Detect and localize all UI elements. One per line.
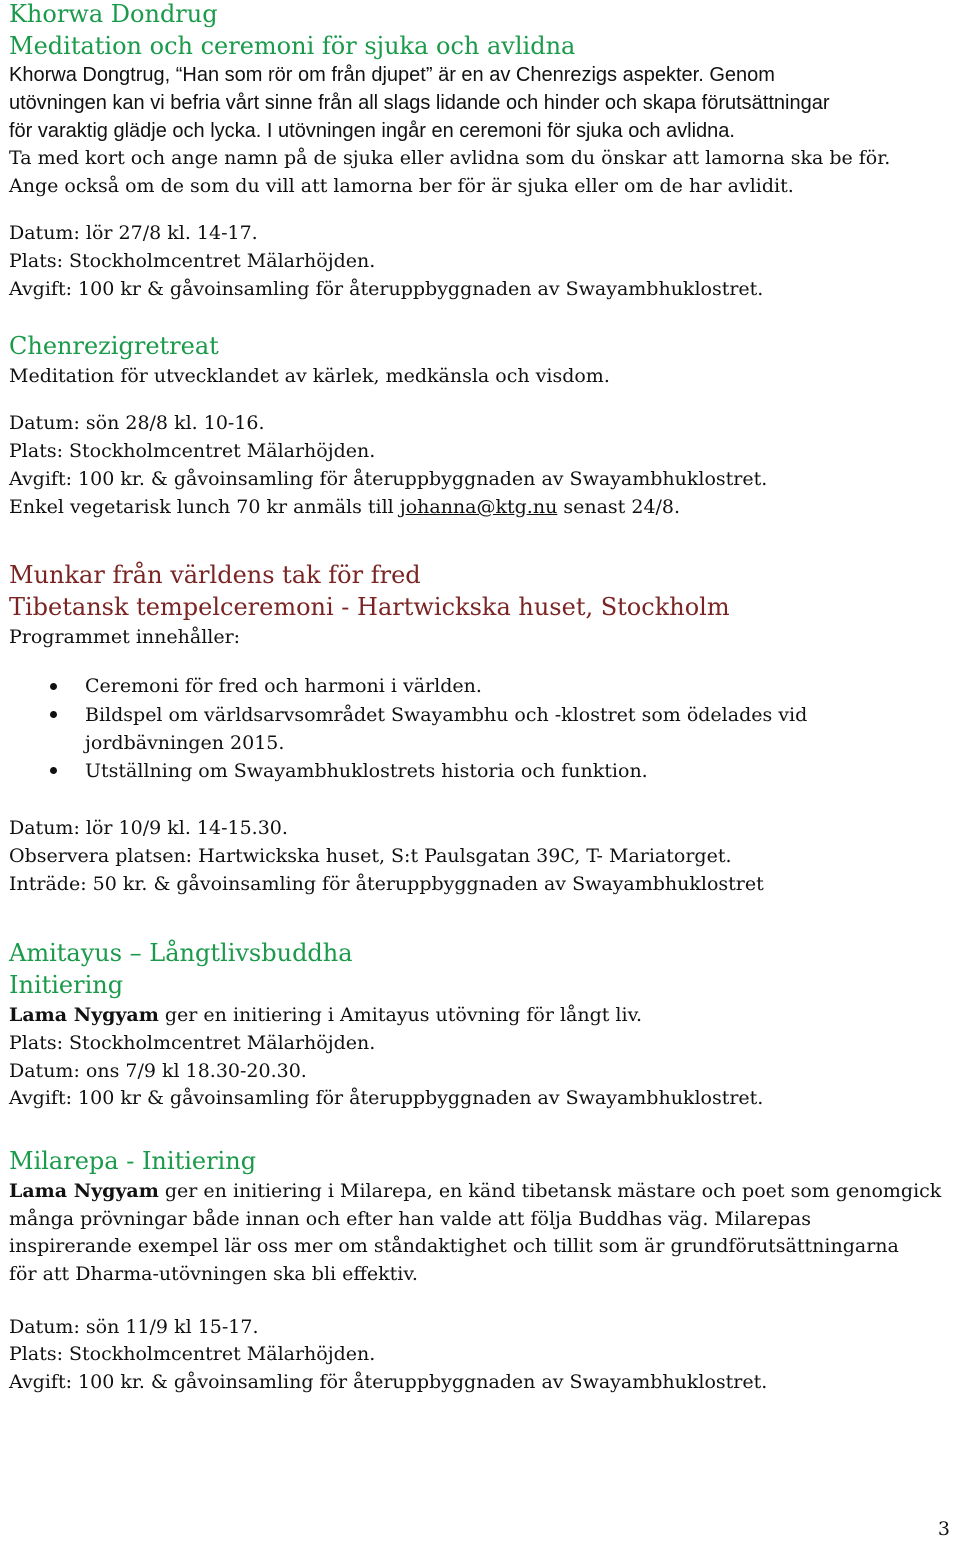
event-place: Plats: Stockholmcentret Mälarhöjden.: [9, 1032, 376, 1054]
paragraph-line: Ange också om de som du vill att lamorna ber för är sjuka eller om de har avlidit.: [9, 175, 794, 197]
lama-description: ger en initiering i Amitayus utövning för långt liv.: [158, 1004, 643, 1026]
bullet-icon: [50, 767, 57, 774]
event-place: Plats: Stockholmcentret Mälarhöjden.: [9, 440, 376, 462]
event-place: Observera platsen: Hartwickska huset, S:t Paulsgatan 39C, T- Mariatorget.: [9, 845, 732, 867]
paragraph-line: för att Dharma-utövningen ska bli effektiv.: [9, 1263, 418, 1285]
section-title: Milarepa - Initiering: [9, 1147, 257, 1175]
event-fee: Avgift: 100 kr. & gåvoinsamling för återuppbyggnaden av Swayambhuklostret.: [9, 1371, 768, 1393]
program-intro: Programmet innehåller:: [9, 626, 241, 648]
bullet-icon: [50, 711, 57, 718]
list-item: Bildspel om världsarvsområdet Swayambhu och -klostret som ödelades vid: [85, 704, 808, 726]
paragraph-line: Ta med kort och ange namn på de sjuka eller avlidna som du önskar att lamorna ska be för.: [9, 147, 891, 169]
lama-line: [9, 1178, 941, 1204]
section-subtitle: Initiering: [9, 971, 124, 999]
lunch-note: [9, 494, 680, 520]
paragraph-line: Meditation för utvecklandet av kärlek, medkänsla och visdom.: [9, 365, 610, 387]
lama-description: ger en initiering i Milarepa, en känd tibetansk mästare och poet som genomgick: [158, 1180, 942, 1202]
event-date: Datum: ons 7/9 kl 18.30-20.30.: [9, 1060, 307, 1082]
section-title: Chenrezigretreat: [9, 332, 219, 360]
lama-name: Lama Nygyam: [9, 1004, 159, 1026]
event-date: Datum: lör 10/9 kl. 14-15.30.: [9, 817, 288, 839]
email-link[interactable]: johanna@ktg.nu: [399, 496, 558, 518]
section-title: Munkar från världens tak för fred: [9, 561, 421, 589]
event-date: Datum: lör 27/8 kl. 14-17.: [9, 222, 258, 244]
lunch-text: Enkel vegetarisk lunch 70 kr anmäls till: [9, 496, 400, 518]
event-fee: Avgift: 100 kr & gåvoinsamling för återuppbyggnaden av Swayambhuklostret.: [9, 278, 764, 300]
event-fee: Avgift: 100 kr & gåvoinsamling för återuppbyggnaden av Swayambhuklostret.: [9, 1087, 764, 1109]
section-title: Khorwa Dondrug: [9, 0, 218, 28]
bullet-icon: [50, 683, 57, 690]
paragraph-line: många prövningar både innan och efter han valde att följa Buddhas väg. Milarepas: [9, 1208, 811, 1230]
lama-line: [9, 1002, 642, 1028]
event-fee: Inträde: 50 kr. & gåvoinsamling för återuppbyggnaden av Swayambhuklostret: [9, 873, 764, 895]
page-number: 3: [937, 1518, 950, 1540]
event-fee: Avgift: 100 kr. & gåvoinsamling för återuppbyggnaden av Swayambhuklostret.: [9, 468, 768, 490]
list-item: Utställning om Swayambhuklostrets historia och funktion.: [85, 760, 648, 782]
lunch-deadline: senast 24/8.: [557, 496, 681, 518]
section-title: Amitayus – Långtlivsbuddha: [9, 939, 353, 967]
section-subtitle: Tibetansk tempelceremoni - Hartwickska huset, Stockholm: [9, 593, 730, 621]
event-place: Plats: Stockholmcentret Mälarhöjden.: [9, 250, 376, 272]
paragraph-line: inspirerande exempel lär oss mer om ståndaktighet och tillit som är grundförutsättningarna: [9, 1235, 899, 1257]
event-place: Plats: Stockholmcentret Mälarhöjden.: [9, 1343, 376, 1365]
event-date: Datum: sön 11/9 kl 15-17.: [9, 1316, 259, 1338]
event-date: Datum: sön 28/8 kl. 10-16.: [9, 412, 265, 434]
lama-name: Lama Nygyam: [9, 1180, 159, 1202]
paragraph-line: Khorwa Dongtrug, “Han som rör om från djupet” är en av Chenrezigs aspekter. Genom: [9, 64, 775, 86]
paragraph-line: för varaktig glädje och lycka. I utövningen ingår en ceremoni för sjuka och avlidna.: [9, 120, 735, 142]
paragraph-line: utövningen kan vi befria vårt sinne från all slags lidande och hinder och skapa förutsättningar: [9, 92, 830, 114]
section-subtitle: Meditation och ceremoni för sjuka och avlidna: [9, 32, 576, 60]
list-item-continuation: jordbävningen 2015.: [85, 732, 285, 754]
list-item: Ceremoni för fred och harmoni i världen.: [85, 675, 482, 697]
